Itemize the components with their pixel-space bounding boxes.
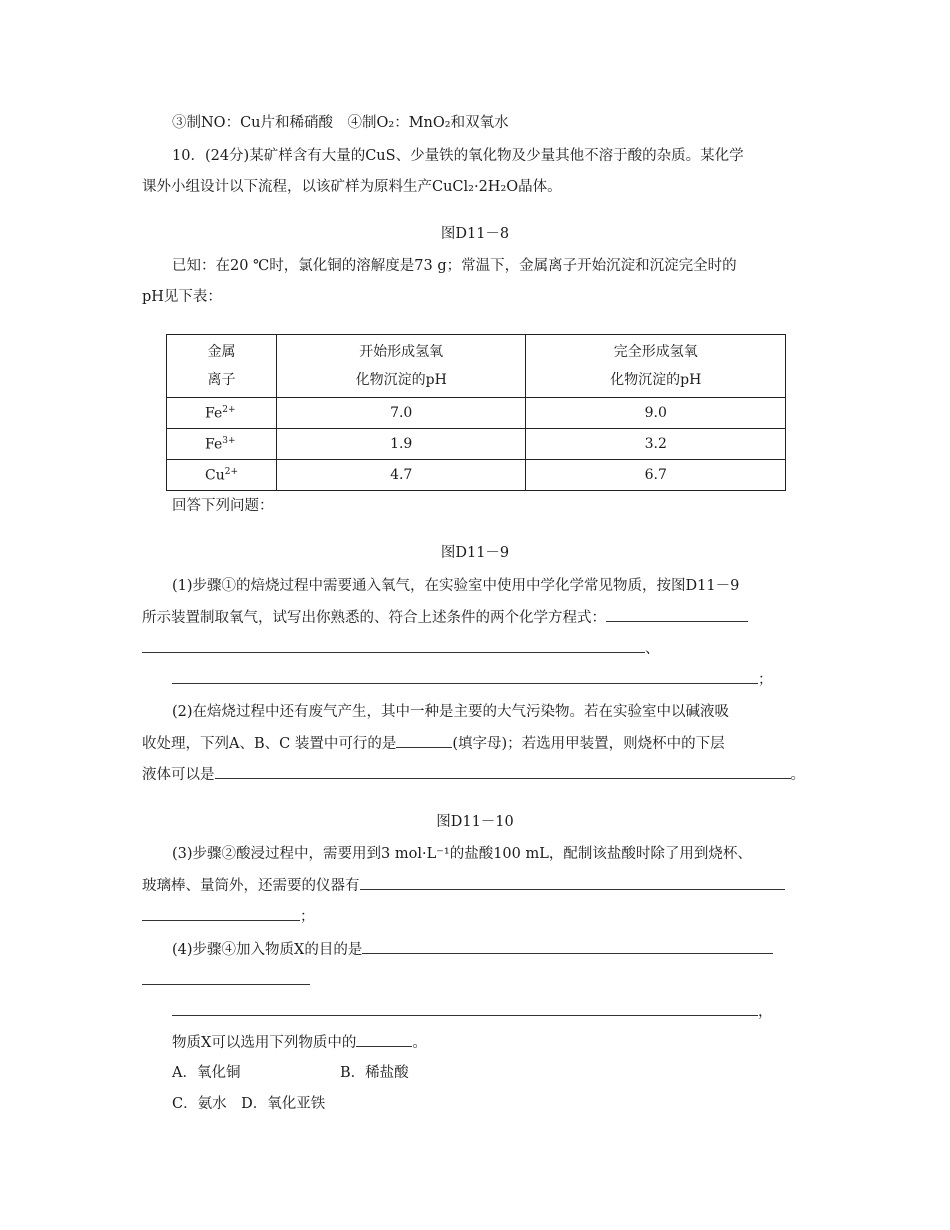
start-ph-cell: 4.7 (276, 460, 526, 491)
option-a: A．氧化铜 (172, 1065, 241, 1081)
complete-ph-cell: 6.7 (526, 460, 786, 491)
ph-table (166, 334, 786, 491)
q10-intro-line1: 10．(24分)某矿样含有大量的CuS、少量铁的氧化物及少量其他不溶于酸的杂质。某化学 (172, 148, 744, 164)
header-start-ph (276, 335, 526, 398)
part1-line2 (142, 607, 748, 628)
part2-line2 (142, 733, 725, 754)
table-header-row (167, 335, 786, 398)
header-metal-ion (167, 335, 277, 398)
part3-prompt: 玻璃棒、量筒外，还需要的仪器有 (142, 878, 360, 894)
part3-line3 (142, 906, 315, 927)
part2-line1: (2)在焙烧过程中还有废气产生，其中一种是主要的大气污染物。若在实验室中以碱液吸 (172, 704, 730, 720)
figure-caption-d11-8: 图D11－8 (440, 226, 510, 242)
table-row (167, 429, 786, 460)
header-complete-ph-line1: 完全形成氢氧 (613, 344, 698, 360)
answer-blank-device[interactable] (396, 733, 452, 748)
header-start-ph-line1: 开始形成氢氧 (359, 344, 444, 360)
part2-prompt-b: (填字母)；若选用甲装置，则烧杯中的下层 (452, 736, 725, 752)
ion-cell: $Cu^{2+}$ (167, 460, 277, 491)
part4-line4 (172, 1032, 427, 1053)
header-start-ph-line2: 化物沉淀的pH (355, 372, 447, 388)
figure-caption-d11-9: 图D11－9 (440, 545, 510, 561)
semicolon: ； (758, 672, 773, 688)
answer-blank-purpose-cont[interactable] (142, 970, 310, 985)
answer-blank-equation1[interactable] (606, 607, 748, 622)
answer-blank-instruments-cont[interactable] (142, 906, 300, 921)
header-complete-ph (526, 335, 786, 398)
part2-line3 (142, 764, 805, 785)
part4-question: 物质X可以选用下列物质中的 (172, 1035, 357, 1051)
table-row (167, 460, 786, 491)
table-row (167, 398, 786, 429)
part1-line4 (172, 669, 773, 690)
comma: ， (758, 1004, 773, 1020)
answer-blank-lower-liquid[interactable] (215, 764, 791, 779)
figure-caption-d11-10: 图D11－10 (436, 814, 514, 830)
q9-options-tail: ③制NO：Cu片和稀硝酸 ④制O₂：MnO₂和双氧水 (172, 115, 509, 131)
ion-cell: $Fe^{3+}$ (167, 429, 277, 460)
part4-prompt: (4)步骤④加入物质X的目的是 (172, 942, 363, 958)
period: 。 (790, 767, 805, 783)
start-ph-cell: 7.0 (276, 398, 526, 429)
part2-prompt-a: 收处理，下列A、B、C 装置中可行的是 (142, 736, 397, 752)
known-line2: pH见下表： (142, 289, 222, 305)
complete-ph-cell: 9.0 (526, 398, 786, 429)
option-c-d: C．氨水 D．氧化亚铁 (172, 1096, 326, 1112)
answer-blank-purpose-cont2[interactable] (172, 1001, 758, 1016)
part4-line2 (142, 970, 310, 991)
answer-blank-equation2[interactable] (172, 669, 758, 684)
ion-cell: $Fe^{2+}$ (167, 398, 277, 429)
header-complete-ph-line2: 化物沉淀的pH (610, 372, 702, 388)
header-metal-ion-line1: 金属 (207, 344, 236, 360)
answer-blank-purpose[interactable] (362, 939, 773, 954)
known-line1: 已知：在20 ℃时，氯化铜的溶解度是73 g；常温下，金属离子开始沉淀和沉淀完全时的 (172, 258, 737, 274)
part1-prompt: 所示装置制取氧气，试写出你熟悉的、符合上述条件的两个化学方程式： (142, 610, 606, 626)
answer-prompt: 回答下列问题： (172, 498, 274, 514)
semicolon: ； (300, 909, 315, 925)
option-b: B．稀盐酸 (340, 1065, 409, 1081)
part2-prompt-c: 液体可以是 (142, 767, 215, 783)
part1-line1: (1)步骤①的焙烧过程中需要通入氧气，在实验室中使用中学化学常见物质，按图D11－9 (172, 578, 740, 594)
part4-line1 (172, 939, 773, 960)
part1-line3 (142, 638, 660, 659)
answer-blank-instruments[interactable] (360, 875, 785, 890)
part4-line3 (172, 1001, 773, 1022)
q10-intro-line2: 课外小组设计以下流程，以该矿样为原料生产CuCl₂·2H₂O晶体。 (142, 179, 562, 195)
start-ph-cell: 1.9 (276, 429, 526, 460)
period: 。 (412, 1035, 427, 1051)
complete-ph-cell: 3.2 (526, 429, 786, 460)
answer-blank-choice[interactable] (356, 1032, 412, 1047)
part3-line1: (3)步骤②酸浸过程中，需要用到3 mol·L⁻¹的盐酸100 mL，配制该盐酸时除了用到烧杯、 (172, 846, 752, 862)
separator-comma: 、 (645, 641, 660, 657)
answer-blank-equation1-cont[interactable] (142, 638, 645, 653)
header-metal-ion-line2: 离子 (207, 372, 236, 388)
part3-line2 (142, 875, 785, 896)
